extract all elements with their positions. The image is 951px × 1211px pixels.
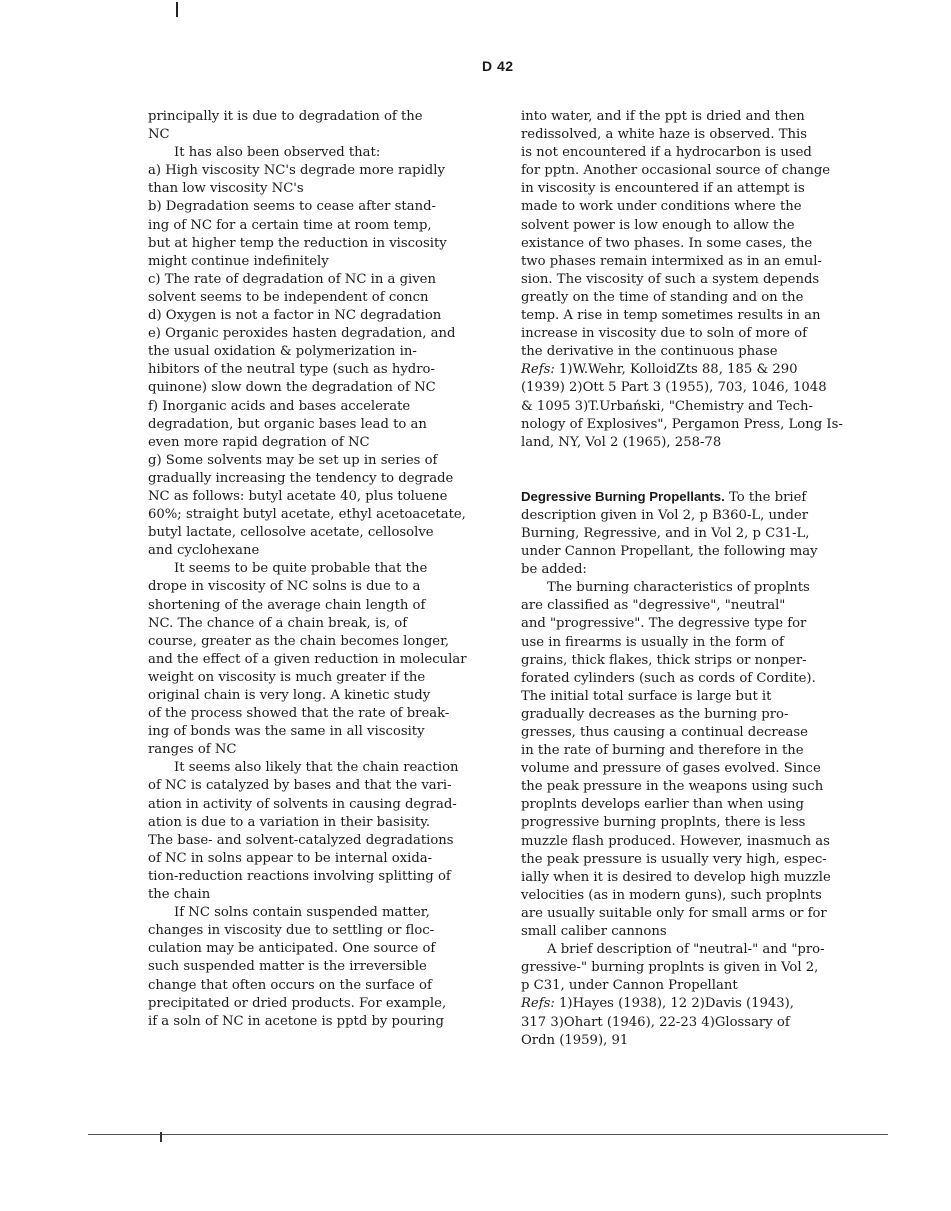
- text-line: change that often occurs on the surface of: [148, 977, 432, 993]
- refs-label: Refs:: [521, 996, 555, 1012]
- text-line: proplnts develops earlier than when using: [521, 797, 804, 813]
- text-line: NC: [148, 127, 170, 143]
- section-body: [521, 579, 839, 995]
- text-line: use in firearms is usually in the form of: [521, 634, 784, 650]
- text-line: ation is due to a variation in their basisity.: [148, 814, 431, 830]
- text-line: two phases remain intermixed as in an emul-: [521, 253, 822, 269]
- refs-continuation: [521, 379, 843, 451]
- text-line: small caliber cannons: [521, 924, 667, 940]
- refs-line: [521, 995, 839, 1013]
- text-line: such suspended matter is the irreversible: [148, 959, 427, 975]
- text-line: f) Inorganic acids and bases accelerate: [148, 398, 411, 414]
- text-line: forated cylinders (such as cords of Cordite).: [521, 670, 816, 686]
- text-line: principally it is due to degradation of the: [148, 109, 423, 124]
- text-line: g) Some solvents may be set up in series of: [148, 452, 438, 468]
- text-line: tion-reduction reactions involving splitting of: [148, 868, 451, 884]
- text-line: precipitated or dried products. For example,: [148, 995, 447, 1011]
- text-line: greatly on the time of standing and on the: [521, 289, 804, 305]
- section-gap: [521, 452, 839, 470]
- bottom-rule: [88, 1134, 888, 1135]
- text-line: gradually increasing the tendency to degrade: [148, 470, 454, 486]
- text-line: volume and pressure of gases evolved. Since: [521, 761, 821, 777]
- text-line: NC as follows: butyl acetate 40, plus toluene: [148, 488, 448, 504]
- text-line: If NC solns contain suspended matter,: [174, 905, 430, 921]
- refs-text: 1)Hayes (1938), 12 2)Davis (1943),: [559, 996, 794, 1012]
- text-line: redissolved, a white haze is observed. This: [521, 127, 807, 143]
- text-line: p C31, under Cannon Propellant: [521, 978, 738, 994]
- text-line: velocities (as in modern guns), such proplnts: [521, 887, 822, 903]
- text-line: degradation, but organic bases lead to an: [148, 416, 427, 432]
- text-line: course, greater as the chain becomes longer,: [148, 633, 450, 649]
- text-line: It has also been observed that:: [174, 145, 381, 161]
- text-line: & 1095 3)T.Urbański, "Chemistry and Tech-: [521, 398, 813, 414]
- text-line: under Cannon Propellant, the following may: [521, 544, 818, 560]
- text-line: 317 3)Ohart (1946), 22-23 4)Glossary of: [521, 1014, 790, 1030]
- text-line: shortening of the average chain length of: [148, 597, 426, 613]
- text-line: even more rapid degration of NC: [148, 434, 370, 450]
- text-line: The burning characteristics of proplnts: [547, 580, 810, 596]
- text-line: solvent seems to be independent of concn: [148, 289, 429, 305]
- text-line: The base- and solvent-catalyzed degradations: [148, 832, 454, 848]
- text-line: is not encountered if a hydrocarbon is used: [521, 145, 812, 161]
- text-line: drope in viscosity of NC solns is due to a: [148, 579, 421, 595]
- scan-mark-top: [176, 2, 178, 17]
- text-line: gradually decreases as the burning pro-: [521, 706, 789, 722]
- text-line: might continue indefinitely: [148, 253, 329, 269]
- right-column-paragraph: [521, 108, 839, 361]
- text-line: gresses, thus causing a continual decrease: [521, 725, 808, 740]
- text-line: progressive burning proplnts, there is less: [521, 815, 806, 831]
- refs-text: 1)W.Wehr, KolloidZts 88, 185 & 290: [559, 362, 798, 378]
- text-line: butyl lactate, cellosolve acetate, cellosolve: [148, 525, 434, 541]
- text-line: into water, and if the ppt is dried and then: [521, 109, 805, 124]
- text-line: ially when it is desired to develop high muzzle: [521, 869, 831, 885]
- text-line: c) The rate of degradation of NC in a given: [148, 271, 436, 287]
- text-line: sion. The viscosity of such a system depends: [521, 271, 820, 287]
- text-line: ing of NC for a certain time at room temp,: [148, 217, 432, 233]
- text-line: (1939) 2)Ott 5 Part 3 (1955), 703, 1046, 1048: [521, 380, 827, 396]
- text-line: It seems to be quite probable that the: [174, 561, 428, 577]
- text-line: nology of Explosives", Pergamon Press, Long Is-: [521, 416, 843, 432]
- left-column: [148, 108, 478, 1031]
- text-line: temp. A rise in temp sometimes results in an: [521, 308, 821, 324]
- text-line: and "progressive". The degressive type for: [521, 616, 807, 632]
- text-line: of the process showed that the rate of break-: [148, 706, 450, 722]
- text-line: solvent power is low enough to allow the: [521, 217, 795, 233]
- text-line: description given in Vol 2, p B360-L, under: [521, 507, 809, 523]
- scan-mark-bottom: [160, 1132, 162, 1142]
- text-line: hibitors of the neutral type (such as hydro-: [148, 362, 435, 378]
- text-line: NC. The chance of a chain break, is, of: [148, 615, 408, 631]
- right-column: [521, 108, 843, 1050]
- text-line: weight on viscosity is much greater if the: [148, 669, 426, 685]
- text-line: the peak pressure is usually very high, espec-: [521, 851, 827, 867]
- text-line: ation in activity of solvents in causing degrad-: [148, 796, 457, 812]
- text-line: in viscosity is encountered if an attempt is: [521, 181, 805, 197]
- text-line: a) High viscosity NC's degrade more rapidly: [148, 163, 445, 179]
- text-line: 60%; straight butyl acetate, ethyl acetoacetate,: [148, 507, 466, 523]
- text-line: ing of bonds was the same in all viscosity: [148, 724, 425, 740]
- section-lead-line: [521, 488, 839, 507]
- text-line: of NC in solns appear to be internal oxida-: [148, 850, 433, 866]
- section-lead-text: To the brief: [728, 489, 807, 505]
- refs-continuation: [521, 1014, 839, 1050]
- refs-label: Refs:: [521, 362, 555, 378]
- text-line: The initial total surface is large but it: [521, 688, 772, 704]
- text-line: be added:: [521, 562, 587, 578]
- section-gap: [521, 470, 839, 488]
- text-line: e) Organic peroxides hasten degradation, and: [148, 326, 456, 342]
- text-line: original chain is very long. A kinetic study: [148, 688, 431, 703]
- text-line: A brief description of "neutral-" and "pro-: [547, 942, 825, 958]
- text-line: existance of two phases. In some cases, the: [521, 235, 813, 251]
- text-line: muzzle flash produced. However, inasmuch as: [521, 833, 830, 849]
- text-line: the chain: [148, 887, 211, 903]
- text-line: and the effect of a given reduction in molecular: [148, 651, 467, 667]
- text-line: changes in viscosity due to settling or floc-: [148, 923, 435, 939]
- text-line: grains, thick flakes, thick strips or nonper-: [521, 652, 807, 668]
- text-line: than low viscosity NC's: [148, 181, 304, 197]
- section-intro: [521, 507, 839, 579]
- section-heading: Degressive Burning Propellants.: [521, 488, 725, 504]
- text-line: Ordn (1959), 91: [521, 1032, 629, 1048]
- text-line: for pptn. Another occasional source of change: [521, 163, 831, 179]
- text-line: the peak pressure in the weapons using such: [521, 779, 824, 795]
- text-line: of NC is catalyzed by bases and that the vari-: [148, 778, 452, 794]
- text-line: ranges of NC: [148, 742, 237, 758]
- text-line: It seems also likely that the chain reaction: [174, 760, 459, 776]
- text-line: are usually suitable only for small arms or for: [521, 905, 827, 921]
- text-line: land, NY, Vol 2 (1965), 258-78: [521, 434, 722, 450]
- text-line: gressive-" burning proplnts is given in Vol 2,: [521, 960, 819, 976]
- text-line: b) Degradation seems to cease after stand-: [148, 199, 436, 215]
- refs-line: [521, 361, 839, 379]
- page-number: D 42: [482, 58, 514, 74]
- text-line: the usual oxidation & polymerization in-: [148, 344, 417, 360]
- text-line: and cyclohexane: [148, 543, 260, 559]
- text-line: but at higher temp the reduction in viscosity: [148, 235, 447, 251]
- text-line: the derivative in the continuous phase: [521, 344, 778, 360]
- text-line: Burning, Regressive, and in Vol 2, p C31-L,: [521, 525, 810, 541]
- text-line: are classified as "degressive", "neutral": [521, 598, 786, 614]
- text-line: culation may be anticipated. One source of: [148, 941, 436, 957]
- text-line: if a soln of NC in acetone is pptd by pouring: [148, 1013, 444, 1029]
- text-line: made to work under conditions where the: [521, 199, 802, 215]
- text-line: increase in viscosity due to soln of more of: [521, 326, 807, 342]
- text-line: d) Oxygen is not a factor in NC degradation: [148, 308, 442, 324]
- text-line: quinone) slow down the degradation of NC: [148, 380, 436, 396]
- text-line: in the rate of burning and therefore in the: [521, 743, 804, 759]
